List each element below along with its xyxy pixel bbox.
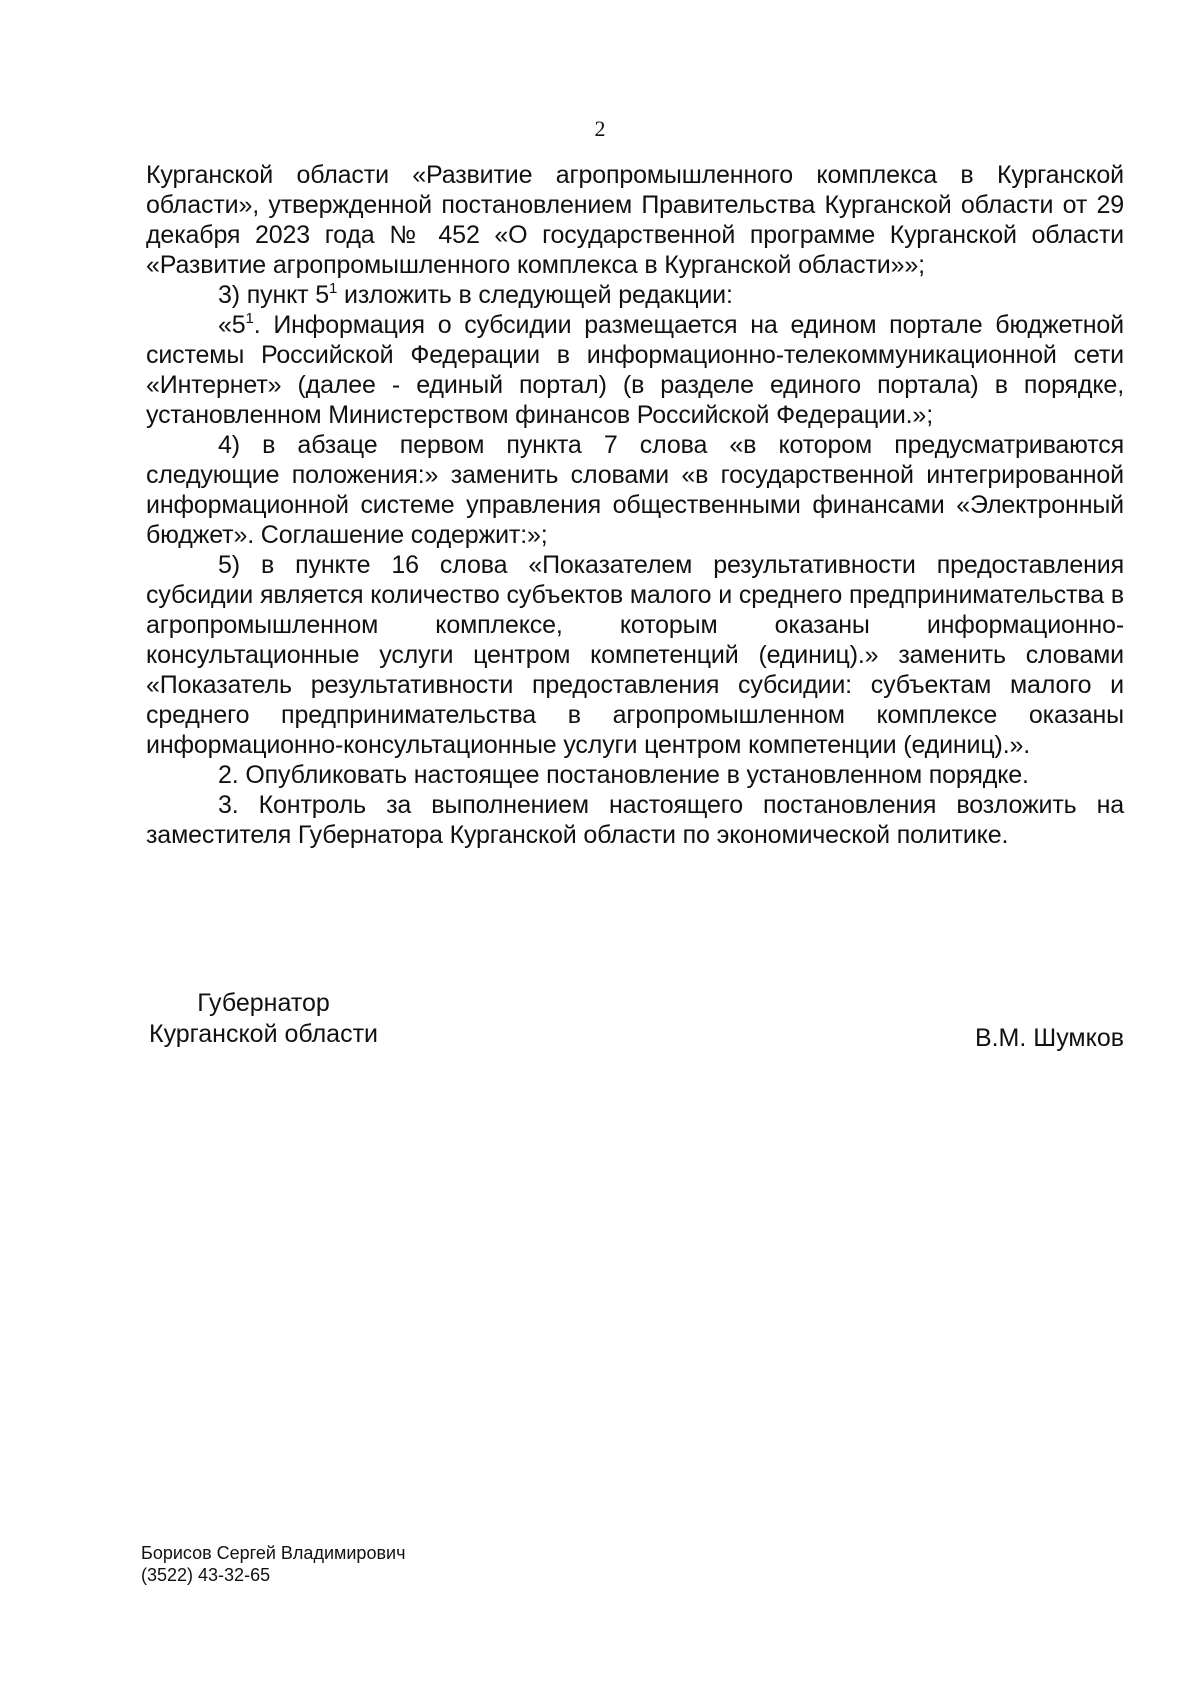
item-3-text-a: 3) пункт 5: [218, 281, 330, 309]
item-3-text-b: изложить в следующей редакции:: [337, 281, 733, 309]
document-body: [146, 160, 1124, 850]
executor-block: [141, 1542, 405, 1586]
signatory-title-line2: Курганской области: [149, 1020, 379, 1048]
paragraph-clause-3: 3. Контроль за выполнением настоящего постановления возложить на заместителя Губернатора Курганской области по экономической политике.: [146, 791, 1124, 849]
paragraph-clause-2: 2. Опубликовать настоящее постановление в установленном порядке.: [218, 761, 1029, 789]
item-3-superscript: 1: [329, 280, 338, 297]
executor-name: Борисов Сергей Владимирович: [141, 1543, 406, 1563]
paragraph-continuation: Курганской области «Развитие агропромышленного комплекса в Курганской области», утвержденной постановлением Правительства Курганской области от 29 декабря 2023 года № 452 «О государственной программе Курганской области «Развитие агропромышленного комплекса в Курганской области»»;: [146, 161, 1124, 279]
signatory-title-line1: Губернатор: [197, 989, 330, 1017]
executor-phone: (3522) 43-32-65: [141, 1565, 271, 1585]
signatory-title: [149, 988, 378, 1050]
paragraph-quoted-5-1: [146, 310, 1124, 430]
quoted-5-1-superscript: 1: [245, 310, 254, 327]
signatory-name: В.М. Шумков: [974, 1024, 1124, 1052]
paragraph-item-3: [146, 280, 1124, 310]
paragraph-item-5: 5) в пункте 16 слова «Показателем результативности предоставления субсидии является количество субъектов малого и среднего предпринимательства в агропромышленном комплексе, которым оказаны информационно-консультационные услуги центром компетенций (единиц).» заменить словами «Показатель результативности предоставления субсидии: субъектам малого и среднего предпринимательства в агропромышленном комплексе оказаны информационно-консультационные услуги центром компетенции (единиц).».: [146, 551, 1124, 759]
quoted-5-1-prefix: «5: [218, 311, 246, 339]
quoted-5-1-text: . Информация о субсидии размещается на едином портале бюджетной системы Российской Федерации в информационно-телекоммуникационной сети «Интернет» (далее - единый портал) (в разделе единого портала) в порядке, установленном Министерством финансов Российской Федерации.»;: [146, 311, 1124, 429]
paragraph-item-4: 4) в абзаце первом пункта 7 слова «в котором предусматриваются следующие положения:» заменить словами «в государственной интегрированной информационной системе управления общественными финансами «Электронный бюджет». Соглашение содержит:»;: [146, 431, 1124, 549]
page-number: 2: [594, 116, 606, 141]
